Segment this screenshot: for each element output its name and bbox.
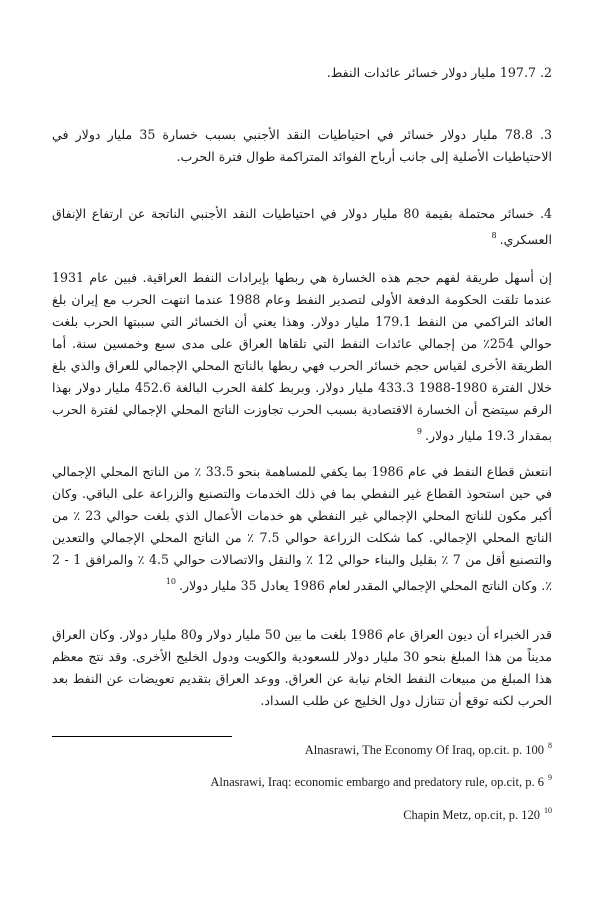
footnote-ref-10: 10 <box>165 577 176 586</box>
footnote-separator <box>52 736 232 737</box>
list-item-3: 3. 78.8 مليار دولار خسائر في احتياطيات النقد الأجنبي بسبب خسارة 35 مليار دولار في الاحتياطيات الأصلية إلى جانب أرباح الفوائد المتراكمة طوال فترة الحرب. <box>52 127 552 164</box>
paragraph-gdp-1986: انتعش قطاع النفط في عام 1986 بما يكفي للمساهمة بنحو 33.5 ٪ من الناتج المحلي الإجمالي في حين استحوذ القطاع غير النفطي بما في ذلك الخدمات والتصنيع والزراعة على الباقي. وكان أكبر مكون للناتج المحلي الإجمالي غير النفطي هو خدمات الأعمال الذي بلغت حوالي 23 ٪ من الناتج المحلي الإجمالي. كما شكلت الزراعة حوالي 7.5 ٪ من الناتج المحلي الإجمالي والتعدين والتصنيع أقل من 7 ٪ بقليل والبناء حوالي 12 ٪ والنقل والاتصالات حوالي 4.5 ٪ والمرافق 1 - 2 ٪. وكان الناتج المحلي الإجمالي المقدر لعام 1986 يعادل 35 مليار دولار.$^{10}$ <box>52 464 552 593</box>
footnote-8: Alnasrawi, The Economy Of Iraq, op.cit. p. 100 $^8$ <box>304 741 552 757</box>
footnote-9: Alnasrawi, Iraq: economic embargo and predatory rule, op.cit, p. 6 $^9$ <box>210 773 552 789</box>
footnote-ref-9: 9 <box>416 427 422 436</box>
paragraph-oil-revenue: إن أسهل طريقة لفهم حجم هذه الخسارة هي ربطها بإيرادات النفط العراقية. فبين عام 1931 عندما تلقت الحكومة الدفعة الأولى لتصدير النفط وعام 1988 عندما انتهت الحرب مع إيران بلغ العائد التراكمي من النفط 179.1 مليار دولار. وهذا يعني أن الخسائر التي سببتها الحرب بلغت حوالي 254٪ من إجمالي عائدات النفط التي تلقاها العراق على مدى سبع وخمسين سنة. أما الطريقة الأخرى لقياس حجم خسائر الحرب فهي ربطها بالناتج المحلي الإجمالي للعراق والذي بلغ خلال الفترة 1980-1988 433.3 مليار دولار. وبربط كلفة الحرب البالغة 452.6 مليار دولار بهذا الرقم سيتضح أن الخسارة الاقتصادية بسبب الحرب تجاوزت الناتج المحلي الإجمالي لفترة الحرب بمقدار 19.3 مليار دولار.$^9$ <box>52 270 552 443</box>
list-item-2: 2. 197.7 مليار دولار خسائر عائدات النفط. <box>326 65 552 80</box>
paragraph-iraq-debt: قدر الخبراء أن ديون العراق عام 1986 بلغت ما بين 50 مليار دولار و80 مليار دولار. وكان العراق مديناً من هذا المبلغ بنحو 30 مليار دولار للسعودية والكويت ودول الخليج الأخرى. وقد نتج معظم هذا المبلغ من مبيعات النفط الخام نيابة عن العراق. ووعد العراق بتقديم تعويضات عن النفط بعد الحرب لكنه توقع أن تتنازل دول الخليج عن طلب السداد. <box>52 627 553 708</box>
footnote-ref-8: 8 <box>491 231 497 240</box>
list-item-4: 4. خسائر محتملة بقيمة 80 مليار دولار في احتياطيات النقد الأجنبي الناتجة عن ارتفاع الإنفاق العسكري.$^8$ <box>52 206 552 247</box>
footnote-10: Chapin Metz, op.cit, p. 120 $^{10}$ <box>403 806 552 822</box>
